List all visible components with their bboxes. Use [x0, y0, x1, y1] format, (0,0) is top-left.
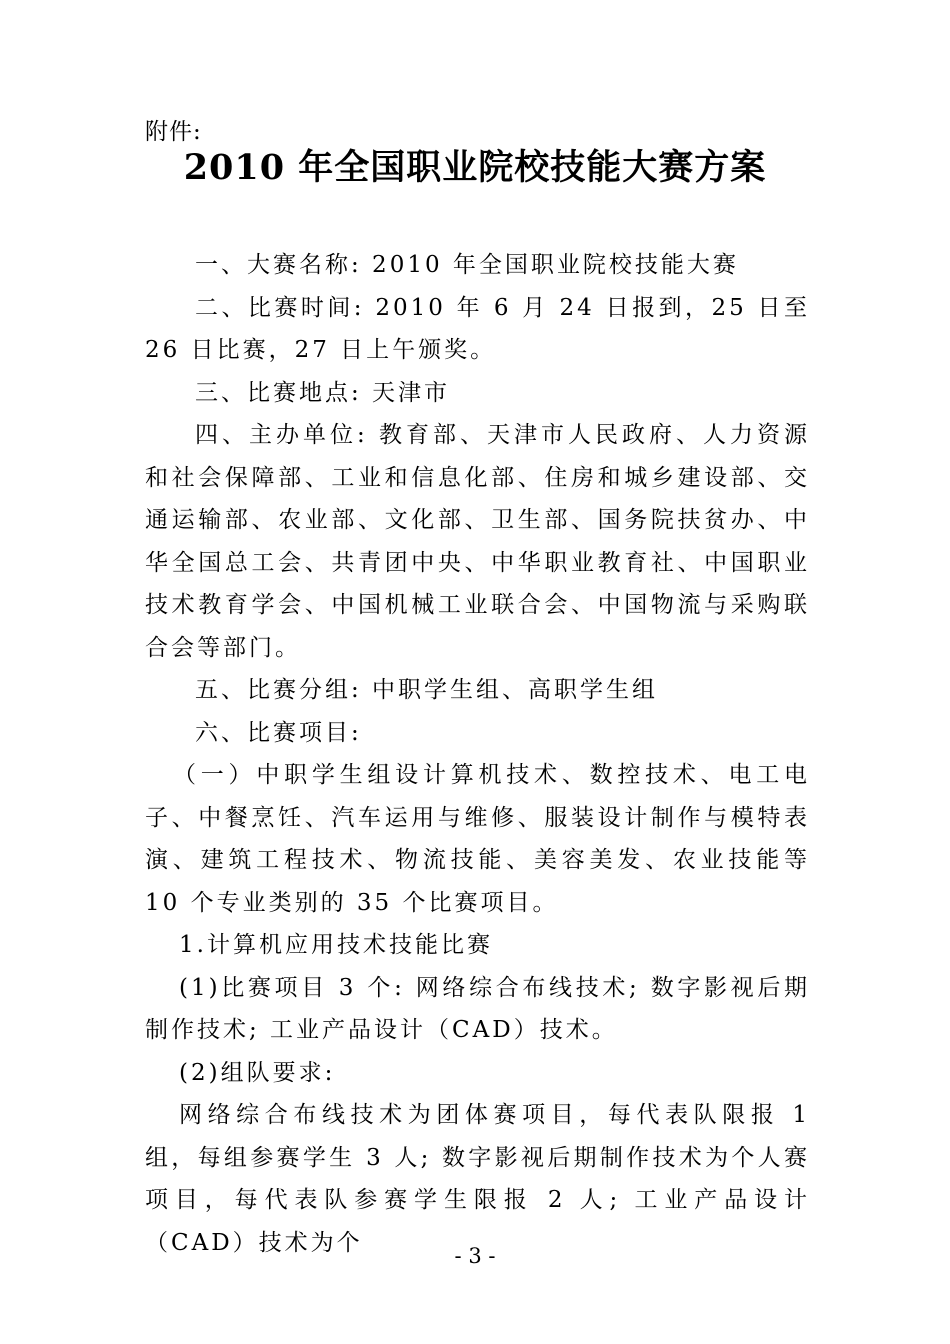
attachment-label: 附件: [145, 119, 202, 145]
page-number: - 3 - [454, 1244, 496, 1268]
paragraph-team-requirements: 网络综合布线技术为团体赛项目，每代表队限报 1 组，每组参赛学生 3 人; 数字影视后期制作技术为个人赛项目，每代表队参赛学生限报 2 人; 工业产品设计（CAD）技术为个 [145, 1102, 810, 1256]
paragraph-organizers: 四、主办单位: 教育部、天津市人民政府、人力资源和社会保障部、工业和信息化部、住房和城乡建设部、交通运输部、农业部、文化部、卫生部、国务院扶贫办、中华全国总工会、共青团中央、中华职业教育社、中国职业技术教育学会、中国机械工业联合会、中国物流与采购联合会等部门。 [145, 422, 810, 661]
paragraph-computer-heading: 1.计算机应用技术技能比赛 [179, 932, 493, 958]
paragraph-secondary-events: （一）中职学生组设计算机技术、数控技术、电工电子、中餐烹饪、汽车运用与维修、服装设计制作与模特表演、建筑工程技术、物流技能、美容美发、农业技能等 10 个专业类别的 35 个比赛项目。 [145, 762, 810, 916]
paragraph-competition-time: 二、比赛时间: 2010 年 6 月 24 日报到，25 日至 26 日比赛，27 日上午颁奖。 [145, 294, 810, 363]
paragraph-events-heading: 六、比赛项目: [195, 719, 362, 746]
paragraph-competition-name: 一、大赛名称: 2010 年全国职业院校技能大赛 [195, 252, 739, 278]
document-body [145, 244, 810, 1264]
paragraph-event-count: (1)比赛项目 3 个: 网络综合布线技术; 数字影视后期制作技术; 工业产品设计（CAD）技术。 [145, 974, 810, 1043]
paragraph-team-heading: (2)组队要求: [179, 1059, 336, 1086]
paragraph-competition-venue: 三、比赛地点: 天津市 [195, 379, 451, 406]
paragraph-groups: 五、比赛分组: 中职学生组、高职学生组 [195, 677, 659, 703]
document-title: 2010 年全国职业院校技能大赛方案 [183, 147, 767, 188]
